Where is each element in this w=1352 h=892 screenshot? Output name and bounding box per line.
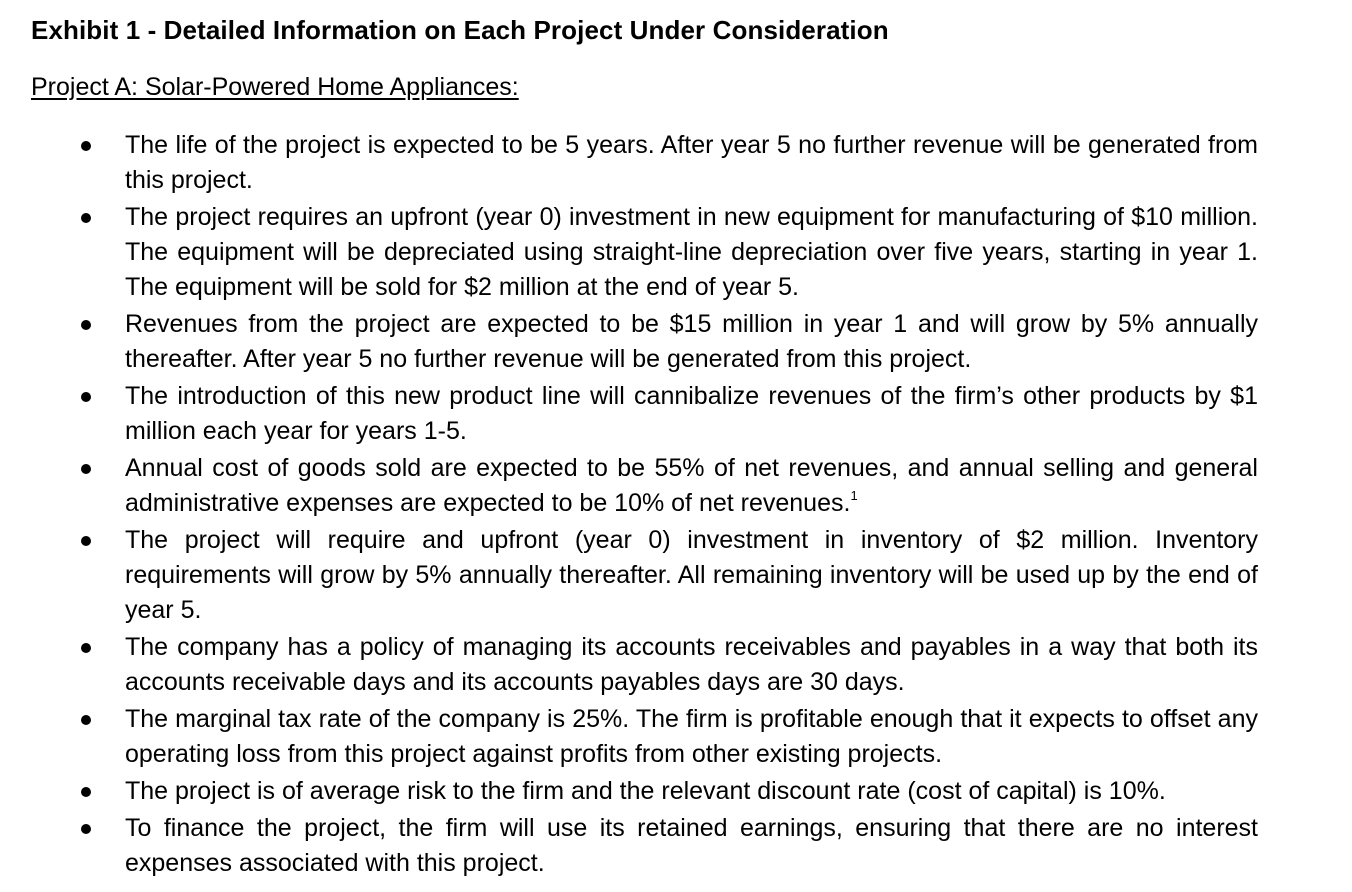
list-item	[0, 128, 1258, 198]
list-item	[0, 774, 1258, 809]
bullet-icon	[81, 320, 91, 330]
bullet-icon	[81, 824, 91, 834]
project-subheading: Project A: Solar-Powered Home Appliances:	[31, 73, 519, 101]
bullet-icon	[81, 536, 91, 546]
bullet-icon	[81, 141, 91, 151]
list-item-text: The project will require and upfront (year 0) investment in inventory of $2 million. Inventory requirements will grow by 5% annually thereafter. All remaining inventory will be used up by the end of year 5.	[125, 526, 1258, 624]
list-item-text: Annual cost of goods sold are expected to be 55% of net revenues, and annual selling and general administrative expenses are expected to be 10% of net revenues.	[125, 454, 1258, 517]
bullet-icon	[81, 715, 91, 725]
list-item	[0, 451, 1258, 521]
list-item-text: The marginal tax rate of the company is 25%. The firm is profitable enough that it expects to offset any operating loss from this project against profits from other existing projects.	[125, 705, 1258, 768]
list-item-text: Revenues from the project are expected to be $15 million in year 1 and will grow by 5% annually thereafter. After year 5 no further revenue will be generated from this project.	[125, 310, 1258, 373]
list-item-text: The company has a policy of managing its accounts receivables and payables in a way that both its accounts receivable days and its accounts payables days are 30 days.	[125, 633, 1258, 696]
list-item	[0, 307, 1258, 377]
list-item	[0, 811, 1258, 881]
list-item	[0, 379, 1258, 449]
list-item-text: The introduction of this new product line will cannibalize revenues of the firm’s other products by $1 million each year for years 1-5.	[125, 382, 1258, 445]
exhibit-heading: Exhibit 1 - Detailed Information on Each Project Under Consideration	[31, 15, 889, 45]
project-details-list	[0, 128, 1352, 883]
list-item-text: The project requires an upfront (year 0) investment in new equipment for manufacturing of $10 million. The equipment will be depreciated using straight-line depreciation over five years, starting in year 1. The equipment will be sold for $2 million at the end of year 5.	[125, 203, 1258, 301]
bullet-icon	[81, 464, 91, 474]
bullet-icon	[81, 787, 91, 797]
list-item	[0, 523, 1258, 628]
list-item-text: To finance the project, the firm will use its retained earnings, ensuring that there are no interest expenses associated with this project.	[125, 814, 1258, 877]
list-item	[0, 702, 1258, 772]
list-item	[0, 630, 1258, 700]
list-item-text: The life of the project is expected to be 5 years. After year 5 no further revenue will be generated from this project.	[125, 131, 1258, 194]
list-item	[0, 200, 1258, 305]
bullet-icon	[81, 392, 91, 402]
footnote-marker[interactable]: 1	[850, 488, 858, 503]
bullet-icon	[81, 643, 91, 653]
list-item-text: The project is of average risk to the firm and the relevant discount rate (cost of capital) is 10%.	[125, 777, 1166, 805]
bullet-icon	[81, 213, 91, 223]
